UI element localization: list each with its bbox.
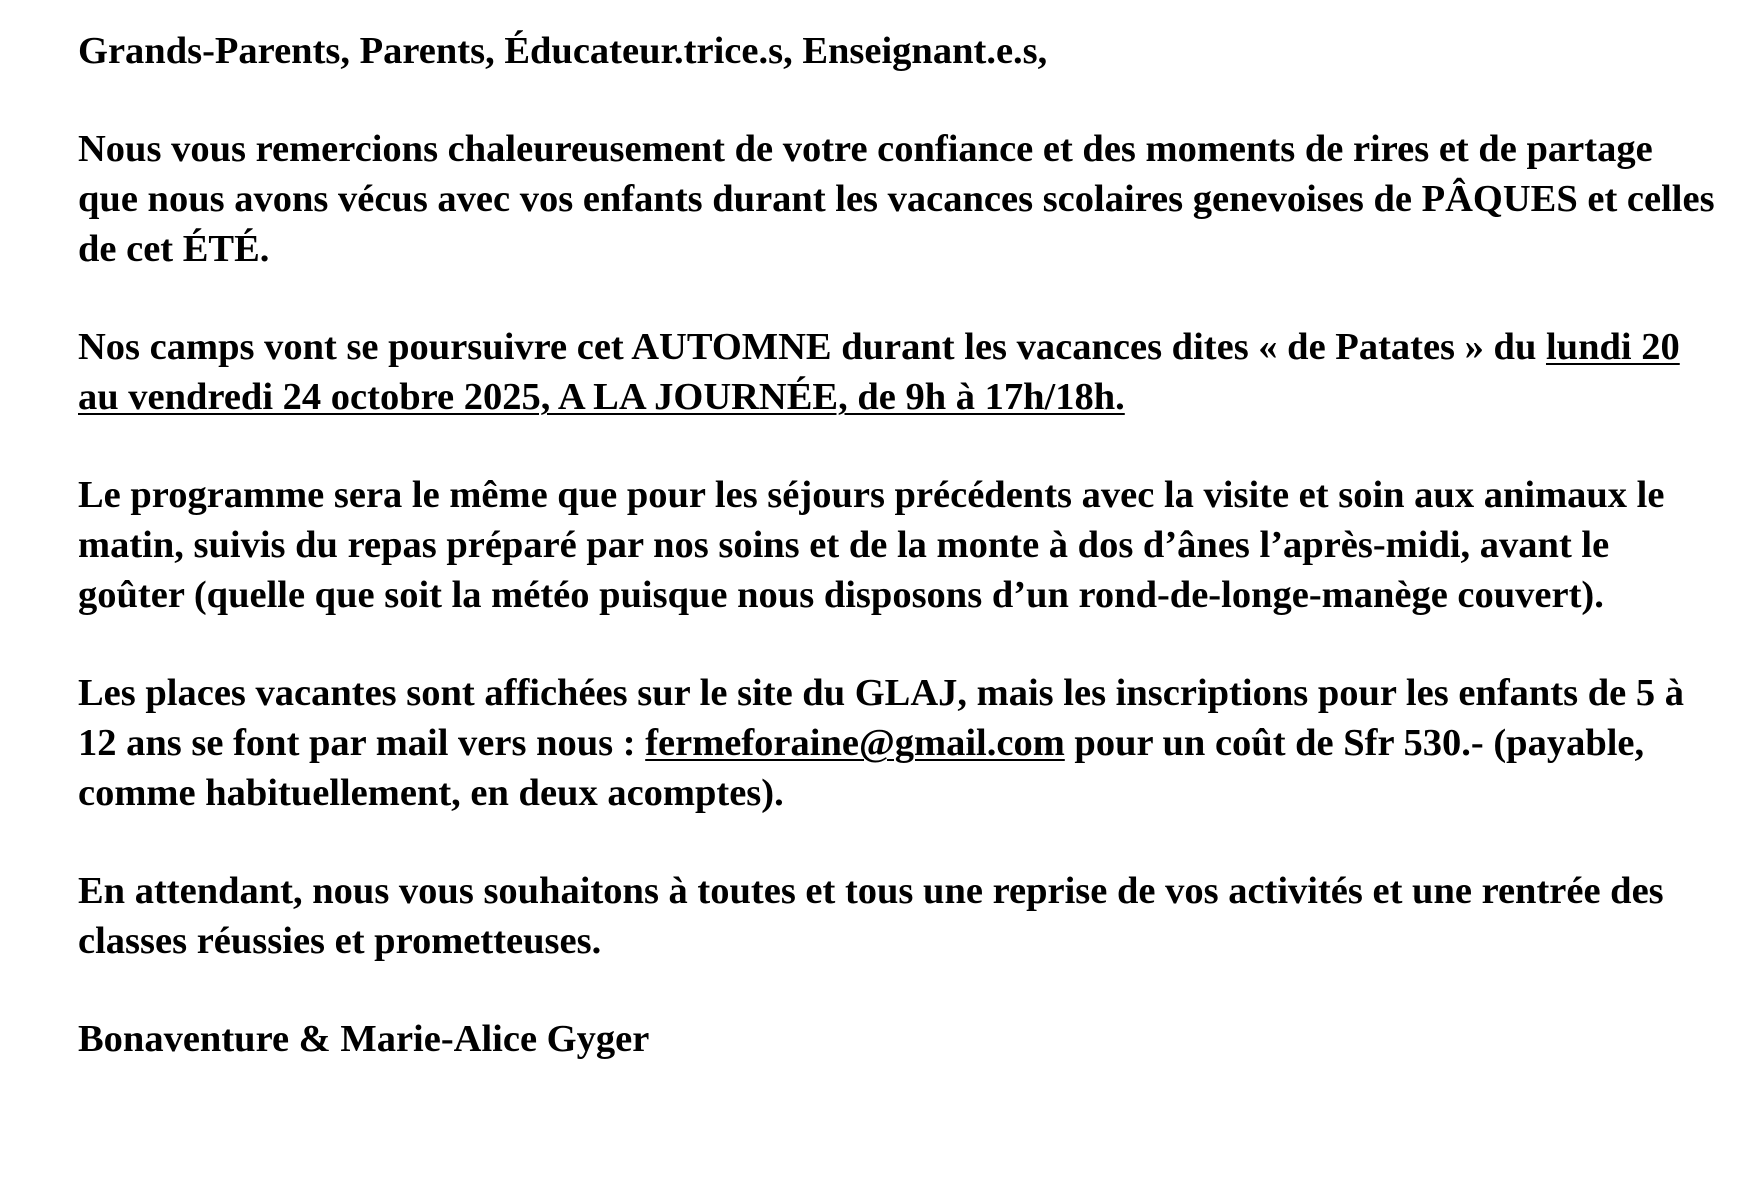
paragraph-programme: Le programme sera le même que pour les séjours précédents avec la visite et soin aux animaux le matin, suivis du repas préparé par nos soins et de la monte à dos d’ânes l’après-midi, avant le goûter (quelle que soit la météo puisque nous disposons d’un rond-de-longe-manège couvert).: [78, 474, 1665, 616]
paragraph-autumn-camps: [78, 322, 1718, 422]
email-link[interactable]: fermeforaine@gmail.com: [645, 722, 1065, 764]
letter-body: [78, 26, 1718, 1064]
camp-dates: lundi 20 au vendredi 24 octobre 2025, A LA JOURNÉE, de 9h à 17h/18h.: [78, 326, 1680, 418]
registration-cost-text: pour un coût de Sfr 530.- (payable, comme habituellement, en deux acomptes).: [78, 722, 1645, 814]
paragraph-thanks: Nous vous remercions chaleureusement de votre confiance et des moments de rires et de partage que nous avons vécus avec vos enfants durant les vacances scolaires genevoises de PÂQUES et celles de cet ÉTÉ.: [78, 128, 1715, 270]
paragraph-wishes: En attendant, nous vous souhaitons à toutes et tous une reprise de vos activités et une rentrée des classes réussies et prometteuses.: [78, 870, 1664, 962]
greeting: Grands-Parents, Parents, Éducateur.trice.s, Enseignant.e.s,: [78, 30, 1048, 72]
signature: Bonaventure & Marie-Alice Gyger: [78, 1018, 650, 1060]
registration-text: Les places vacantes sont affichées sur le site du GLAJ, mais les inscriptions pour les enfants de 5 à 12 ans se font par mail vers nous :: [78, 672, 1684, 764]
paragraph-registration: [78, 668, 1718, 818]
camps-intro-text: Nos camps vont se poursuivre cet AUTOMNE durant les vacances dites « de Patates » du: [78, 326, 1546, 368]
